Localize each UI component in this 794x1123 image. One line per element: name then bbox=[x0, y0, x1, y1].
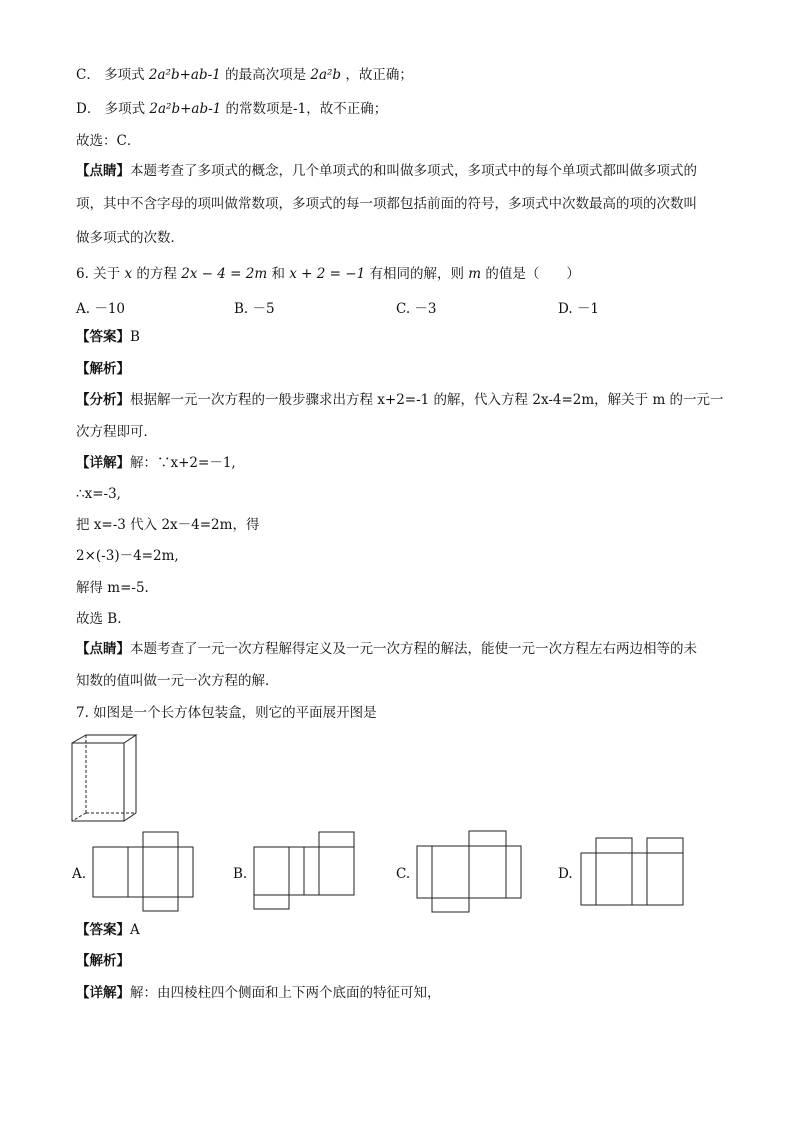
jiexi-q7: 【解析】 bbox=[76, 953, 130, 969]
dianjing-q6: 【点睛】本题考查了一元一次方程解得定义及一元一次方程的解法，能使一元一次方程左右两边相等的未 bbox=[76, 641, 697, 657]
question-6: 6. 关于 x 的方程 2x − 4 = 2m 和 x + 2 = −1 有相同的解，则 m 的值是（ ） bbox=[76, 266, 580, 282]
q6-option-c: C. －3 bbox=[396, 301, 437, 317]
q7-option-a: A. bbox=[72, 866, 87, 882]
question-7: 7. 如图是一个长方体包装盒，则它的平面展开图是 bbox=[76, 705, 377, 721]
xiangjie-q6-line2: ∴x=-3, bbox=[76, 486, 121, 502]
option-c-explanation: C． 多项式 2a²b+ab-1 的最高次项是 2a²b ，故正确； bbox=[76, 67, 413, 83]
fenxi-q6: 【分析】根据解一元一次方程的一般步骤求出方程 x+2=-1 的解，代入方程 2x-4=2m，解关于 m 的一元一 bbox=[76, 392, 724, 408]
net-figure-d bbox=[580, 837, 684, 909]
net-figure-c bbox=[416, 830, 524, 914]
answer-q6: 【答案】B bbox=[76, 329, 140, 345]
xiangjie-q6-line4: 2×(-3)－4=2m, bbox=[76, 548, 179, 564]
xiangjie-q6-line3: 把 x=-3 代入 2x－4=2m，得 bbox=[76, 517, 260, 533]
dianjing-q5-line2: 项，其中不含字母的项叫做常数项，多项式的每一项都包括前面的符号，多项式中次数最高的项的次数叫 bbox=[76, 196, 697, 212]
answer-q7: 【答案】A bbox=[76, 922, 140, 938]
fenxi-q6-line2: 次方程即可． bbox=[76, 424, 157, 440]
dianjing-q6-line2: 知数的值叫做一元一次方程的解． bbox=[76, 673, 279, 689]
dianjing-q5: 【点睛】本题考查了多项式的概念，几个单项式的和叫做多项式，多项式中的每个单项式都叫做多项式的 bbox=[76, 163, 697, 179]
q6-option-d: D. －1 bbox=[558, 301, 600, 317]
q6-option-a: A. －10 bbox=[76, 301, 126, 317]
xiangjie-q6: 【详解】解：∵x+2=－1, bbox=[76, 455, 236, 471]
q6-option-b: B. －5 bbox=[234, 301, 275, 317]
net-figure-b bbox=[253, 831, 357, 913]
jiexi-q6: 【解析】 bbox=[76, 361, 130, 377]
xiangjie-q6-line5: 解得 m=-5. bbox=[76, 580, 149, 596]
q7-option-b: B. bbox=[233, 866, 248, 882]
option-d-explanation: D． 多项式 2a²b+ab-1 的常数项是-1，故不正确； bbox=[76, 101, 388, 117]
choice-text-q5: 故选：C． bbox=[76, 133, 141, 149]
dianjing-q5-line3: 做多项式的次数． bbox=[76, 230, 184, 246]
cuboid-figure bbox=[70, 733, 140, 825]
q7-option-d: D. bbox=[558, 866, 573, 882]
xiangjie-q7: 【详解】解：由四棱柱四个侧面和上下两个底面的特征可知， bbox=[76, 985, 441, 1001]
xiangjie-q6-line6: 故选 B. bbox=[76, 611, 122, 627]
q7-option-c: C. bbox=[396, 866, 411, 882]
net-figure-a bbox=[92, 831, 196, 913]
